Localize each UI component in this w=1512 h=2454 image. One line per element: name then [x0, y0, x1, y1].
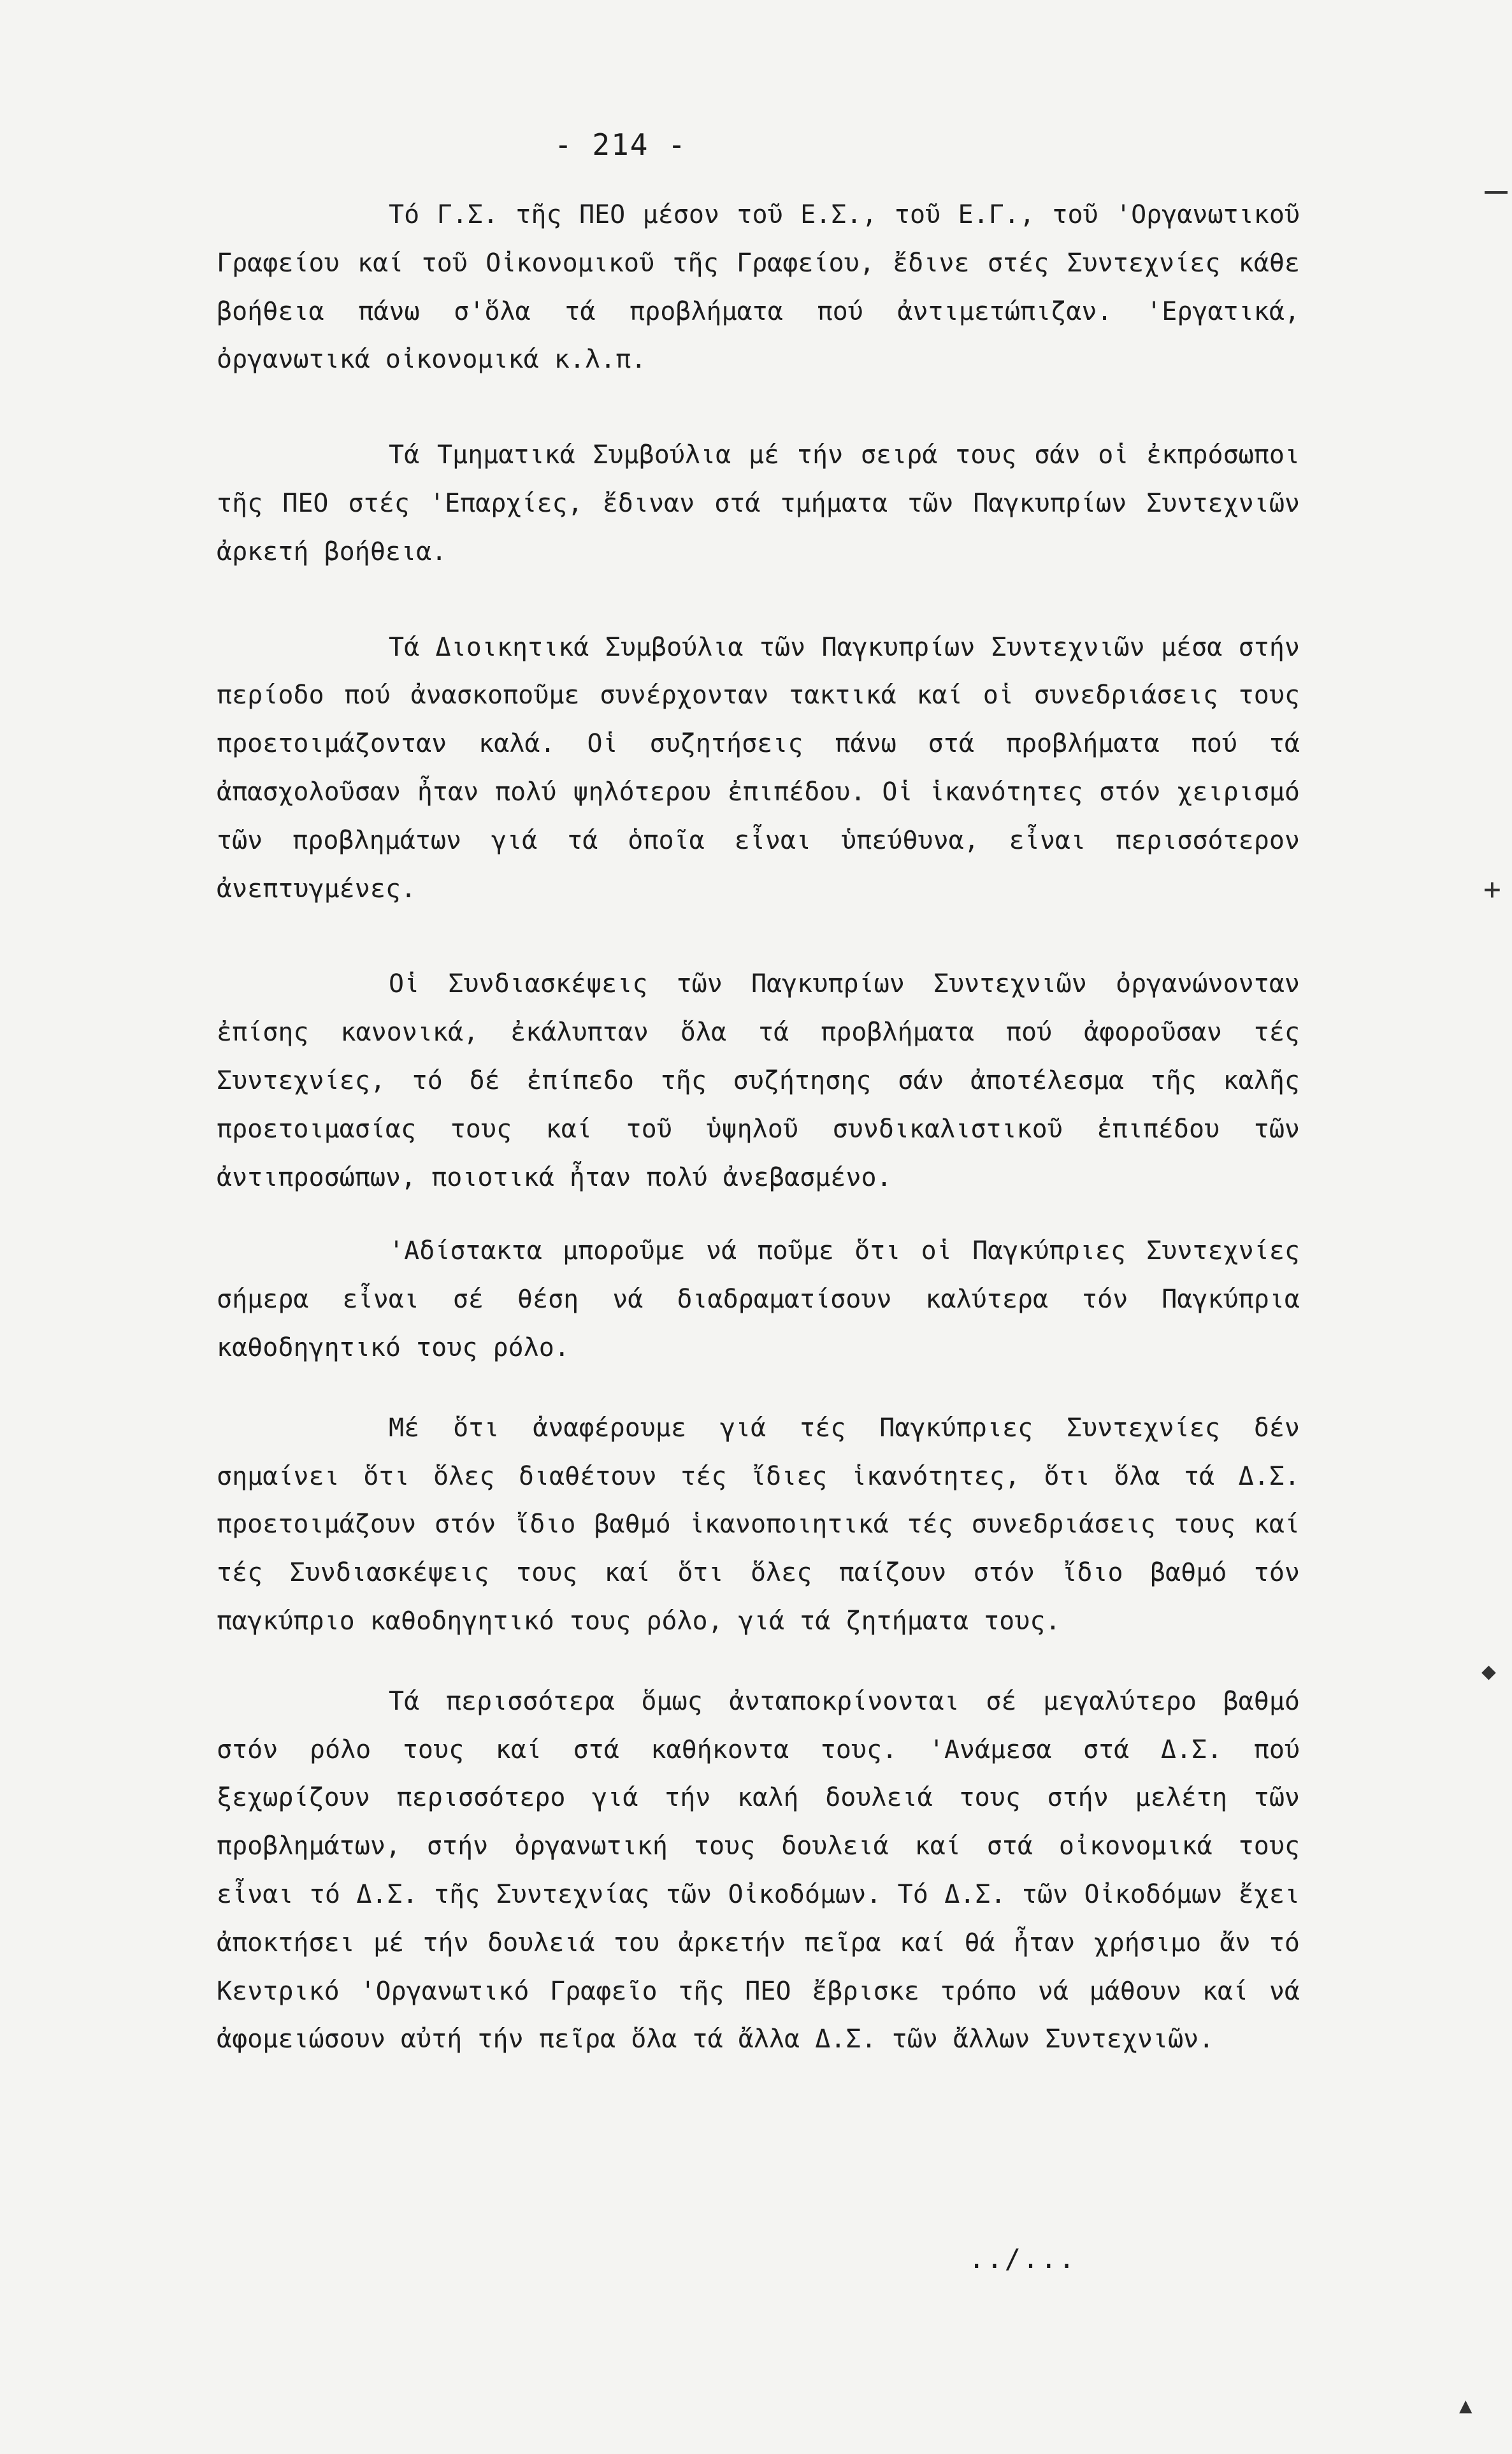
margin-diamond-mark: ◆ — [1481, 1657, 1496, 1685]
margin-corner-mark: ▲ — [1459, 2393, 1472, 2418]
page-number: - 214 - — [554, 127, 687, 162]
paragraph-2: Τά Τμηματικά Συμβούλια μέ τήν σειρά τους σάν οἱ ἐκπρόσωποι τῆς ΠΕΟ στές 'Επαρχίες, ἔδιναν στά τμήματα τῶν Παγκυπρίων Συντεχνιῶν ἀρκετή βοήθεια. — [217, 440, 1300, 567]
paragraph-1: Τό Γ.Σ. τῆς ΠΕΟ μέσον τοῦ Ε.Σ., τοῦ Ε.Γ., τοῦ 'Οργανωτικοῦ Γραφείου καί τοῦ Οἰκονομικοῦ τῆς Γραφείου, ἔδινε στές Συντεχνίες κάθε βοήθεια πάνω σ'ὅλα τά προβλήματα πού ἀντιμετώπιζαν. 'Εργατικά, ὀργανωτικά οἰκονομικά κ.λ.π. — [217, 200, 1300, 375]
body-text — [217, 191, 1300, 2064]
margin-dash-mark — [1485, 191, 1508, 194]
continuation-mark: ../... — [968, 2243, 1077, 2274]
paragraph-7: Τά περισσότερα ὅμως ἀνταποκρίνονται σέ μεγαλύτερο βαθμό στόν ρόλο τους καί στά καθήκοντα τους. 'Ανάμεσα στά Δ.Σ. πού ξεχωρίζουν περισσότερο γιά τήν καλή δουλειά τους στήν μελέτη τῶν προβλημάτων, στήν ὀργανωτική τους δουλειά καί στά οἰκονομικά τους εἶναι τό Δ.Σ. τῆς Συντεχνίας τῶν Οἰκοδόμων. Τό Δ.Σ. τῶν Οἰκοδόμων ἔχει ἀποκτήσει μέ τήν δουλειά του ἀρκετήν πεῖρα καί θά ἦταν χρήσιμο ἄν τό Κεντρικό 'Οργανωτικό Γραφεῖο τῆς ΠΕΟ ἔβρισκε τρόπο νά μάθουν καί νά ἀφομειώσουν αὐτή τήν πεῖρα ὅλα τά ἄλλα Δ.Σ. τῶν ἄλλων Συντεχνιῶν. — [217, 1686, 1300, 2054]
paragraph-4: Οἱ Συνδιασκέψεις τῶν Παγκυπρίων Συντεχνιῶν ὀργανώνονταν ἐπίσης κανονικά, ἐκάλυπταν ὅλα τά προβλήματα πού ἀφοροῦσαν τές Συντεχνίες, τό δέ ἐπίπεδο τῆς συζήτησης σάν ἀποτέλεσμα τῆς καλῆς προετοιμασίας τους καί τοῦ ὑψηλοῦ συνδικαλιστικοῦ ἐπιπέδου τῶν ἀντιπροσώπων, ποιοτικά ἦταν πολύ ἀνεβασμένο. — [217, 969, 1300, 1192]
paragraph-3: Τά Διοικητικά Συμβούλια τῶν Παγκυπρίων Συντεχνιῶν μέσα στήν περίοδο πού ἀνασκοποῦμε συνέρχονταν τακτικά καί οἱ συνεδριάσεις τους προετοιμάζονταν καλά. Οἱ συζητήσεις πάνω στά προβλήματα πού τά ἀπασχολοῦσαν ἦταν πολύ ψηλότερου ἐπιπέδου. Οἱ ἱκανότητες στόν χειρισμό τῶν προβλημάτων γιά τά ὁποῖα εἶναι ὑπεύθυνα, εἶναι περισσότερον ἀνεπτυγμένες. — [217, 632, 1300, 904]
margin-cross-mark: + — [1483, 872, 1501, 906]
paragraph-5: 'Αδίστακτα μποροῦμε νά ποῦμε ὅτι οἱ Παγκύπριες Συντεχνίες σήμερα εἶναι σέ θέση νά διαδραματίσουν καλύτερα τόν Παγκύπρια καθοδηγητικό τους ρόλο. — [217, 1236, 1300, 1362]
paragraph-6: Μέ ὅτι ἀναφέρουμε γιά τές Παγκύπριες Συντεχνίες δέν σημαίνει ὅτι ὅλες διαθέτουν τές ἴδιες ἱκανότητες, ὅτι ὅλα τά Δ.Σ. προετοιμάζουν στόν ἴδιο βαθμό ἱκανοποιητικά τές συνεδριάσεις τους καί τές Συνδιασκέψεις τους καί ὅτι ὅλες παίζουν στόν ἴδιο βαθμό τόν παγκύπριο καθοδηγητικό τους ρόλο, γιά τά ζητήματα τους. — [217, 1413, 1300, 1636]
